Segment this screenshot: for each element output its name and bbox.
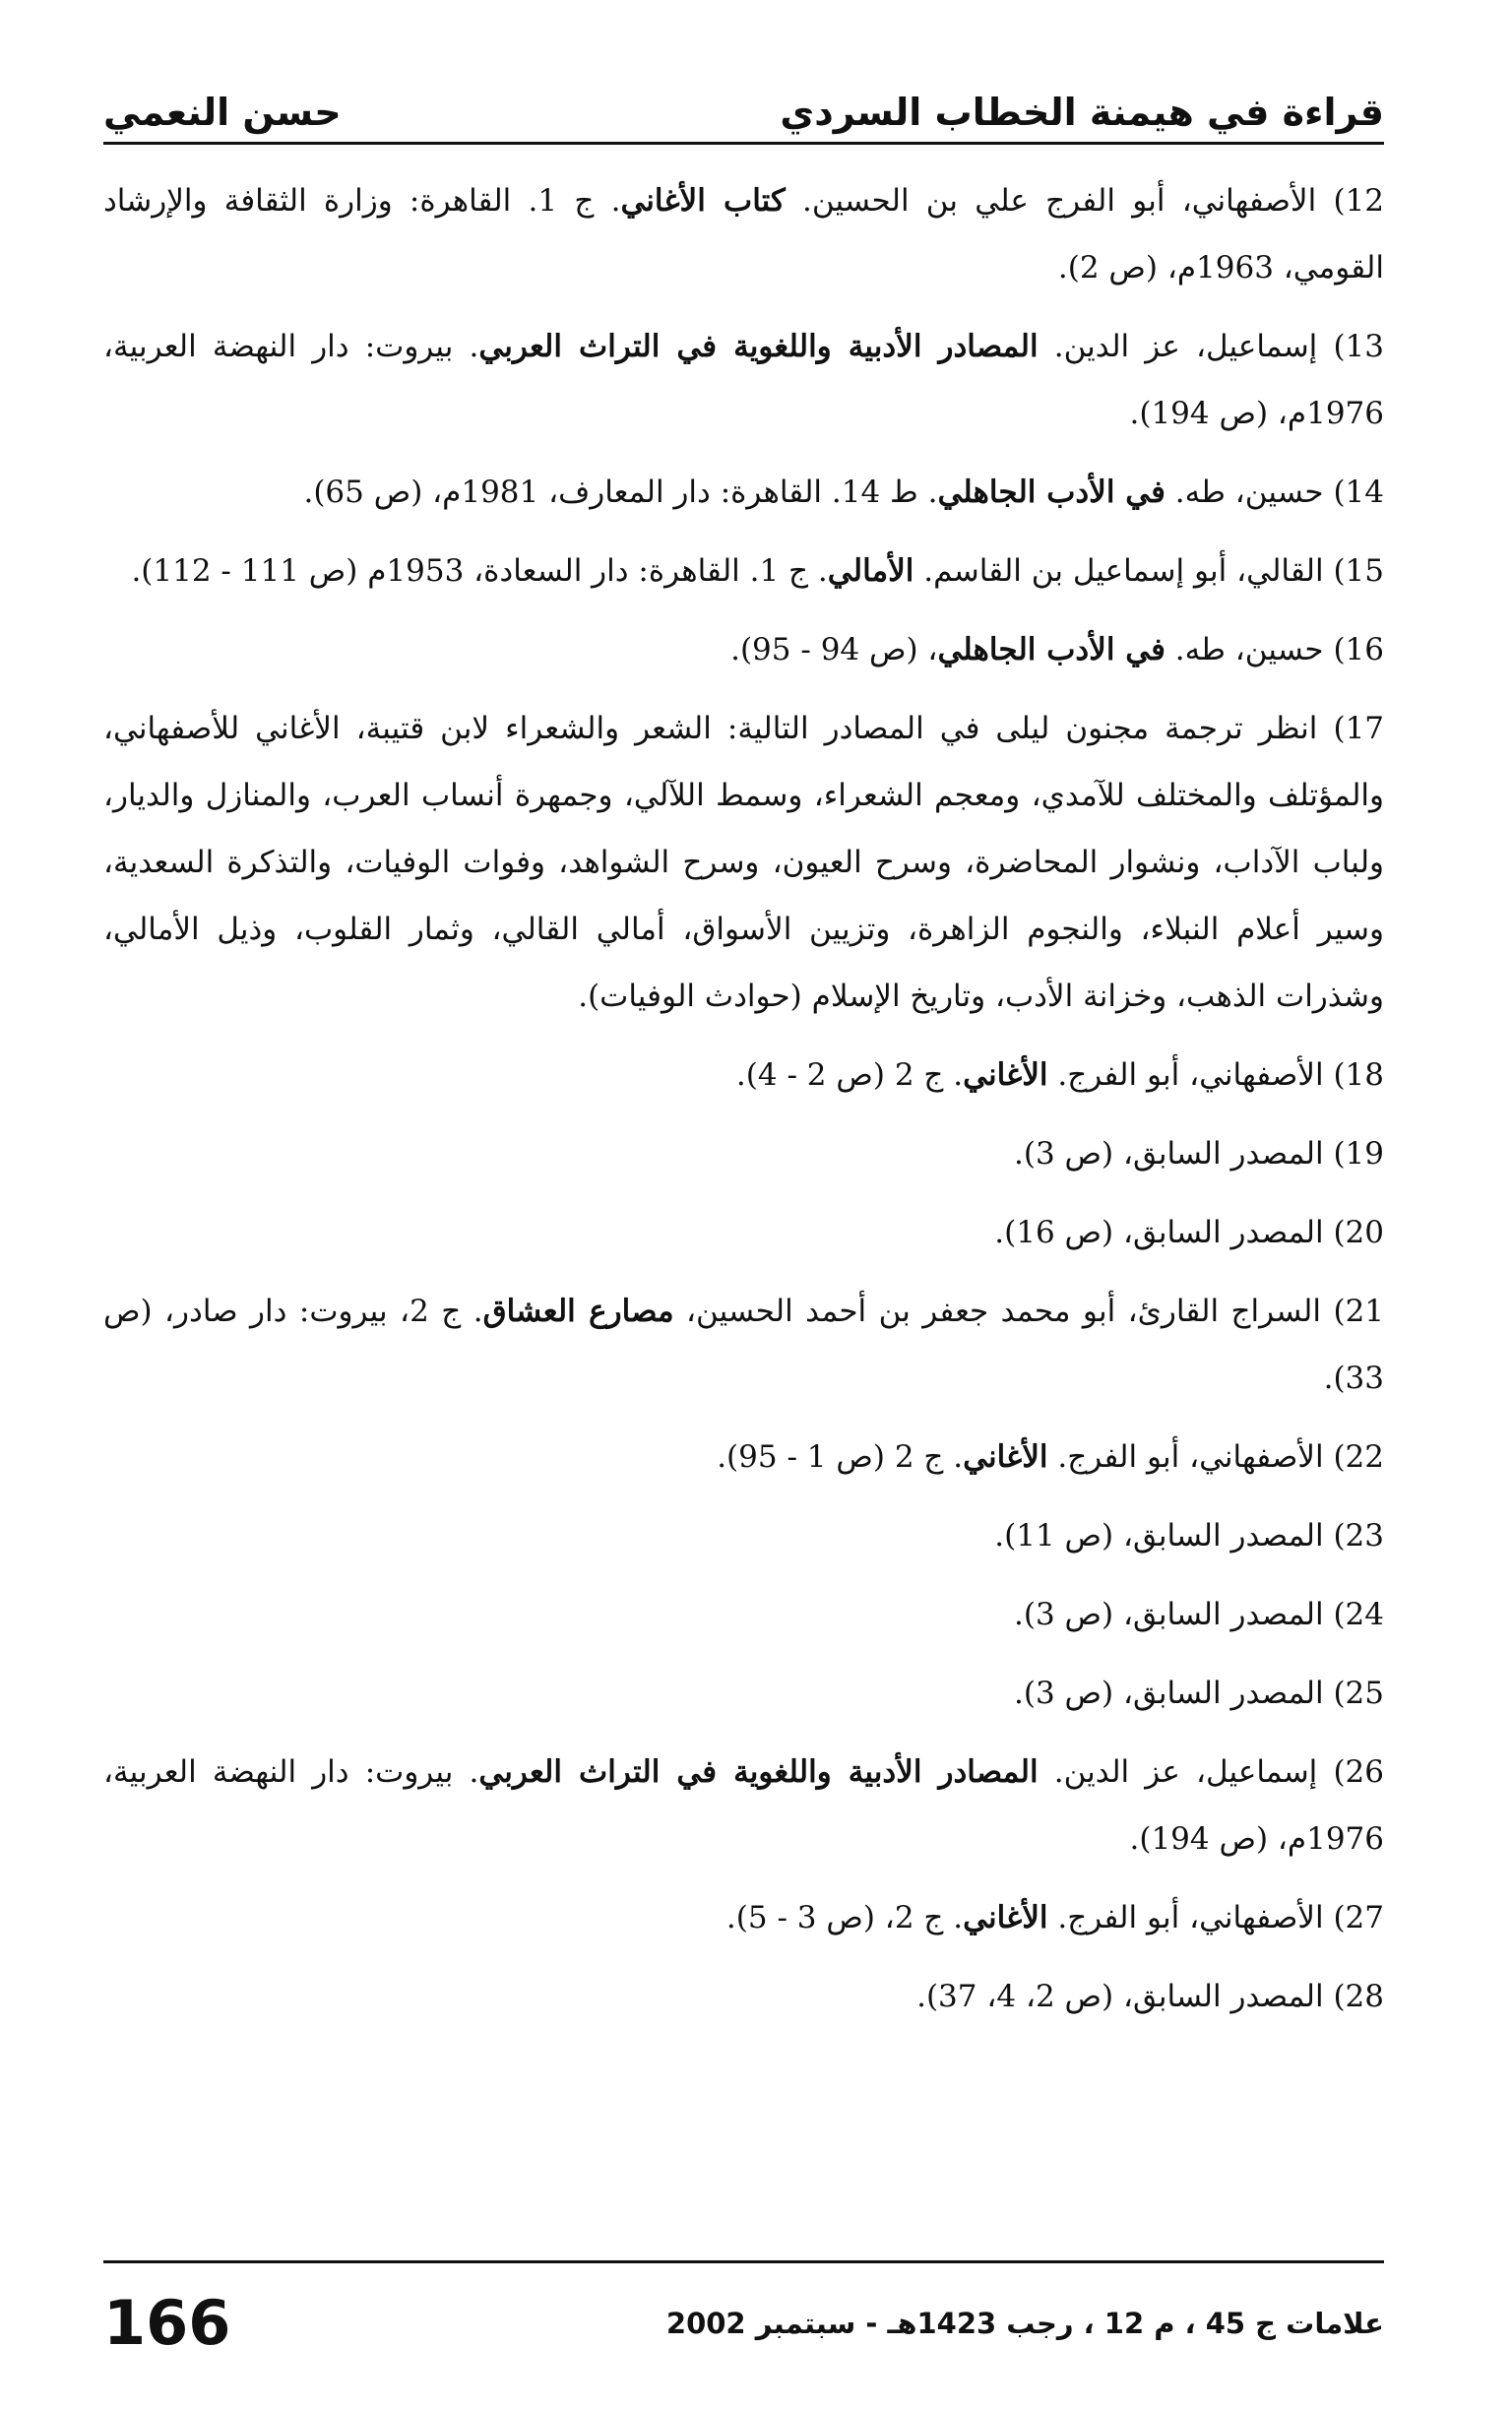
footnote-text: الأصفهاني، أبو الفرج علي بن الحسين.	[785, 183, 1317, 219]
footnote-number: 21)	[1333, 1294, 1385, 1329]
footnote-item	[103, 1042, 1384, 1109]
footnote-text: الأصفهاني، أبو الفرج.	[1047, 1900, 1324, 1935]
footnote-text: . ط 14. القاهرة: دار المعارف، 1981م، (ص 65).	[303, 475, 938, 510]
footnote-item	[103, 459, 1384, 526]
footnote-text: المصدر السابق، (ص 2، 4، 37).	[916, 1979, 1324, 2014]
footnote-text: القالي، أبو إسماعيل بن القاسم.	[914, 553, 1324, 589]
footnote-number: 20)	[1333, 1215, 1384, 1250]
footnote-text: الأصفهاني، أبو الفرج.	[1047, 1439, 1324, 1475]
footnote-text: إسماعيل، عز الدين.	[1038, 329, 1318, 364]
footnote-number: 15)	[1333, 553, 1384, 589]
footnote-number: 14)	[1333, 475, 1384, 510]
footnote-text: انظر ترجمة مجنون ليلى في المصادر التالية: الشعر والشعراء لابن قتيبة، الأغاني للأصفهاني، والمؤتلف والمختلف للآمدي، ومعجم الشعراء، وسمط اللآلي، وجمهرة أنساب العرب، والمنازل والديار، ولباب الآداب، ونشوار المحاضرة، وسرح العيون، وسرح الشواهد، وفوات الوفيات، والتذكرة السعدية، وسير أعلام النبلاء، والنجوم الزاهرة، وتزيين الأسواق، أمالي القالي، وثمار القلوب، وذيل الأمالي، وشذرات الذهب، وخزانة الأدب، وتاريخ الإسلام (حوادث الوفيات).	[103, 711, 1384, 1014]
footnote-item	[103, 695, 1384, 1030]
footnote-item	[103, 1199, 1384, 1266]
footnote-text: . ج 2، (ص 3 - 5).	[725, 1900, 964, 1935]
footnote-number: 19)	[1333, 1136, 1384, 1172]
footnote-item	[103, 1502, 1384, 1569]
footnote-text: السراج القارئ، أبو محمد جعفر بن أحمد الحسين،	[673, 1294, 1321, 1329]
footnote-text: المصدر السابق، (ص 16).	[994, 1215, 1324, 1250]
footnote-text: ، (ص 94 - 95).	[730, 632, 938, 667]
footnote-text: إسماعيل، عز الدين.	[1038, 1754, 1318, 1790]
footnote-text: . ج 2 (ص 1 - 95).	[717, 1439, 964, 1475]
footnote-text: . ج 1. القاهرة: وزارة الثقافة والإرشاد القومي، 1963م، (ص 2).	[103, 183, 1384, 285]
footnote-item	[103, 616, 1384, 683]
page-footer	[103, 2279, 1384, 2368]
footnote-number: 25)	[1333, 1676, 1384, 1711]
running-header	[103, 51, 1384, 145]
journal-citation: علامات ج 45 ، م 12 ، رجب 1423هـ - سبتمبر 2002	[665, 2306, 1384, 2340]
footnote-item	[103, 1884, 1384, 1951]
footnote-item	[103, 1963, 1384, 2030]
footnote-text: . ج 2، بيروت: دار صادر، (ص 33).	[103, 1294, 1384, 1396]
footnote-text: . بيروت: دار النهضة العربية، 1976م، (ص 194).	[103, 329, 1384, 431]
cited-work-title: المصادر الأدبية واللغوية في التراث العربي	[478, 329, 1039, 364]
footnote-text: . ج 2 (ص 2 - 4).	[735, 1057, 964, 1093]
page-number: 166	[103, 2287, 231, 2359]
footnote-number: 13)	[1333, 329, 1384, 364]
footnote-number: 27)	[1333, 1900, 1384, 1935]
footnote-number: 23)	[1333, 1518, 1384, 1554]
cited-work-title: الأمالي	[827, 553, 914, 589]
footnote-text: المصدر السابق، (ص 11).	[994, 1518, 1324, 1554]
cited-work-title: في الأدب الجاهلي	[937, 475, 1166, 510]
footnote-item	[103, 1120, 1384, 1187]
cited-work-title: كتاب الأغاني	[620, 183, 786, 219]
cited-work-title: الأغاني	[963, 1900, 1048, 1935]
footnote-number: 24)	[1333, 1597, 1384, 1632]
footer-divider	[103, 2260, 1384, 2263]
footnote-text: . ج 1. القاهرة: دار السعادة، 1953م (ص 111 - 112).	[131, 553, 828, 589]
footnote-text: المصدر السابق، (ص 3).	[1014, 1676, 1324, 1711]
footnote-number: 17)	[1333, 711, 1385, 746]
cited-work-title: مصارع العشاق	[482, 1294, 674, 1329]
footnote-item	[103, 1424, 1384, 1490]
footnote-text: المصدر السابق، (ص 3).	[1014, 1597, 1324, 1632]
footnote-item	[103, 1278, 1384, 1412]
footnote-number: 16)	[1333, 632, 1384, 667]
cited-work-title: المصادر الأدبية واللغوية في التراث العربي	[478, 1754, 1039, 1790]
footnote-number: 28)	[1333, 1979, 1384, 2014]
footnotes-list	[103, 167, 1384, 2042]
footnote-item	[103, 313, 1384, 447]
footnote-item	[103, 167, 1384, 301]
footnote-item	[103, 1739, 1384, 1872]
footnote-item	[103, 538, 1384, 604]
cited-work-title: الأغاني	[963, 1057, 1048, 1093]
cited-work-title: في الأدب الجاهلي	[937, 632, 1166, 667]
footnote-text: الأصفهاني، أبو الفرج.	[1047, 1057, 1324, 1093]
header-author: حسن النعمي	[103, 91, 342, 135]
footnote-number: 12)	[1333, 183, 1385, 219]
footnote-text: المصدر السابق، (ص 3).	[1014, 1136, 1324, 1172]
footnote-number: 26)	[1333, 1754, 1384, 1790]
cited-work-title: الأغاني	[963, 1439, 1048, 1475]
footnote-text: . بيروت: دار النهضة العربية، 1976م، (ص 194).	[103, 1754, 1384, 1857]
footnote-text: حسين، طه.	[1165, 632, 1324, 667]
footnote-number: 22)	[1333, 1439, 1384, 1475]
footnote-text: حسين، طه.	[1165, 475, 1324, 510]
footnote-item	[103, 1660, 1384, 1727]
footnote-item	[103, 1581, 1384, 1648]
footnote-number: 18)	[1333, 1057, 1384, 1093]
header-title: قراءة في هيمنة الخطاب السردي	[780, 91, 1384, 135]
